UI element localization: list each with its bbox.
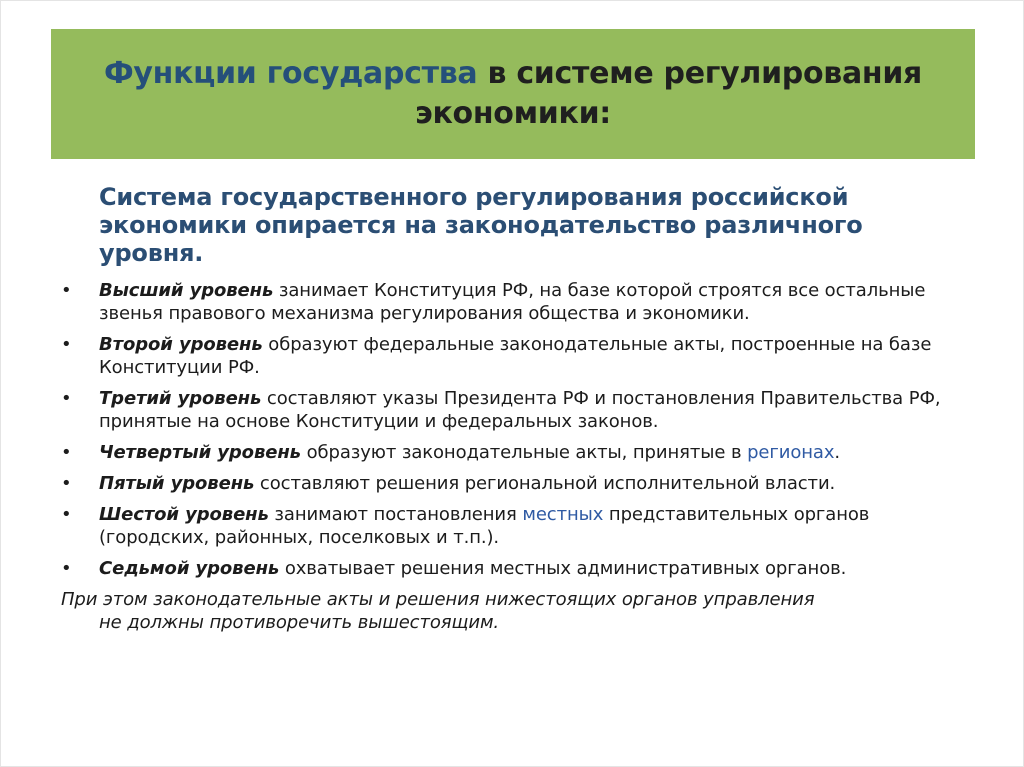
- slide-content: [61, 183, 971, 634]
- level-text: занимают постановления: [268, 504, 523, 525]
- level-text: составляют указы Президента РФ и постановления Правительства РФ, принятые на основе Конституции и федеральных законов.: [99, 388, 941, 432]
- title-line-2: экономики:: [414, 96, 611, 131]
- regions-link[interactable]: регионах: [747, 442, 835, 463]
- level-text: составляют решения региональной исполнительной власти.: [254, 473, 836, 494]
- footer-line-1: При этом законодательные акты и решения нижестоящих органов управления: [61, 589, 815, 610]
- bullet-dot-icon: •: [61, 504, 72, 525]
- footer-line-2: не должны противоречить вышестоящим.: [99, 612, 500, 633]
- level-label: Пятый уровень: [99, 473, 255, 494]
- level-label: Высший уровень: [99, 280, 274, 301]
- bullet-dot-icon: •: [61, 558, 72, 579]
- level-text: занимает Конституция РФ, на базе которой строятся все остальные звенья правового механизма регулирования общества и экономики.: [99, 280, 926, 324]
- level-label: Седьмой уровень: [99, 558, 280, 579]
- title-line-1: [104, 54, 922, 94]
- level-label: Третий уровень: [99, 388, 262, 409]
- title-accent: Функции государства: [103, 56, 478, 91]
- bullet-item-5: [61, 472, 971, 495]
- bullet-item-4: [61, 441, 971, 464]
- bullet-dot-icon: •: [61, 442, 72, 463]
- bullet-dot-icon: •: [61, 473, 72, 494]
- title-rest: в системе регулирования: [477, 56, 923, 91]
- level-text: образуют федеральные законодательные акты, построенные на базе Конституции РФ.: [99, 334, 932, 378]
- level-text: охватывает решения местных административных органов.: [279, 558, 847, 579]
- bullet-item-1: [61, 279, 971, 325]
- bullet-item-2: [61, 333, 971, 379]
- bullet-dot-icon: •: [61, 334, 72, 355]
- level-text: образуют законодательные акты, принятые в: [300, 442, 748, 463]
- level-label: Шестой уровень: [99, 504, 269, 525]
- bullet-item-6: [61, 503, 971, 549]
- bullet-item-7: [61, 557, 971, 580]
- local-link[interactable]: местных: [522, 504, 604, 525]
- level-label: Второй уровень: [99, 334, 263, 355]
- level-text-end: .: [834, 442, 841, 463]
- bullet-dot-icon: •: [61, 280, 72, 301]
- level-label: Четвертый уровень: [99, 442, 301, 463]
- bullet-dot-icon: •: [61, 388, 72, 409]
- bullet-list: [61, 279, 971, 580]
- bullet-item-3: [61, 387, 971, 433]
- title-bar: [51, 29, 975, 159]
- level-text-end: представительных органов (городских, районных, поселковых и т.п.).: [99, 504, 870, 548]
- footer-note: [61, 588, 971, 634]
- intro-text: Система государственного регулирования российской экономики опирается на законодательство различного уровня.: [99, 183, 863, 267]
